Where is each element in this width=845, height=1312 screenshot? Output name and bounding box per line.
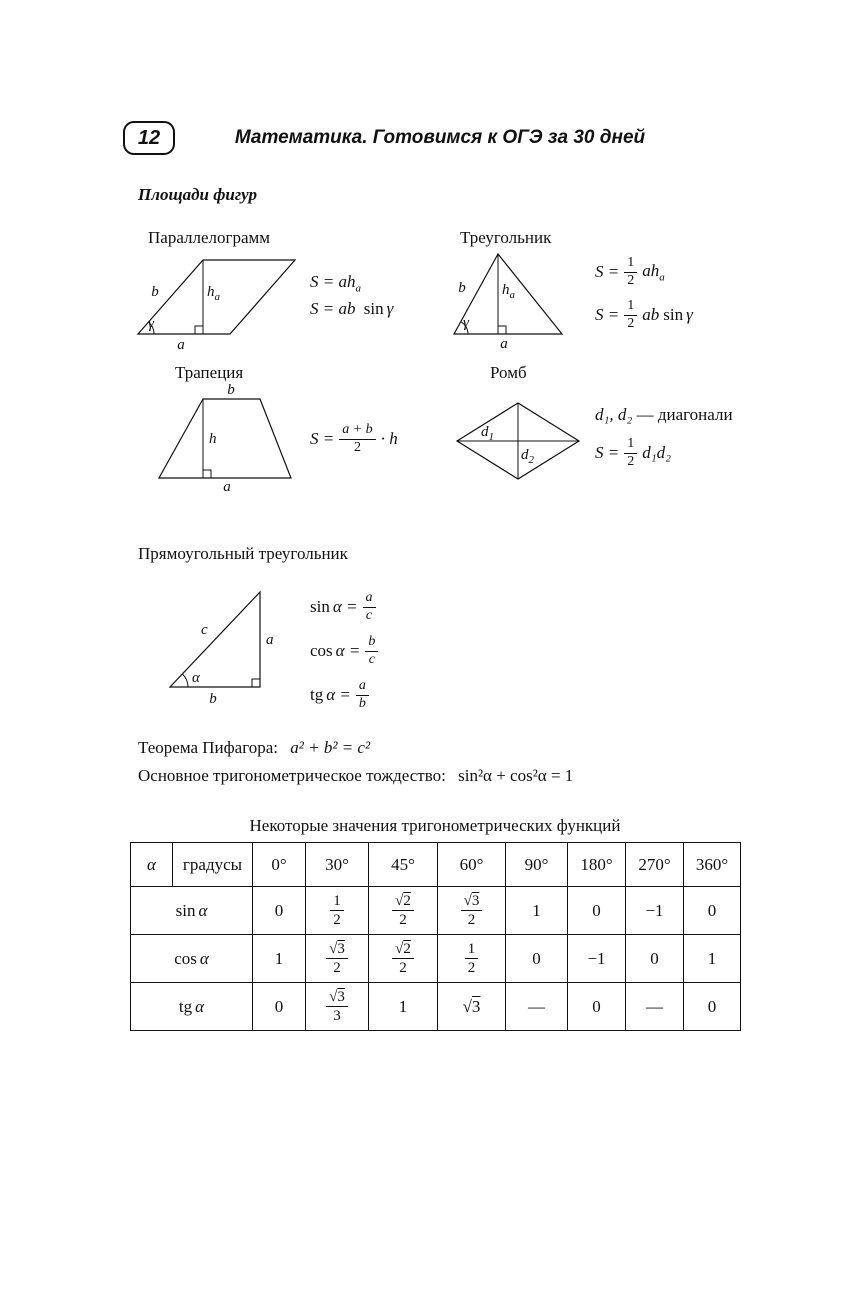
label-leg-a: a <box>266 632 274 648</box>
page-header-title: Математика. Готовимся к ОГЭ за 30 дней <box>234 127 646 148</box>
fraction: $\frac{√3}{2}$ <box>326 940 348 977</box>
label-base-a: a <box>177 337 185 351</box>
parallelogram-formula-2: S = ab sin γ <box>310 299 394 318</box>
value-cell: −1 <box>626 887 684 935</box>
value-cell: 0 <box>684 887 741 935</box>
label-side-b: b <box>151 284 159 300</box>
fraction: $\frac{b}{c}$ <box>365 634 378 669</box>
value-cell: 0 <box>568 983 626 1031</box>
identity-label: Основное тригонометрическое тождество: <box>138 766 446 785</box>
table-header-row <box>131 843 741 887</box>
label-leg-b: b <box>209 691 217 707</box>
fraction: $\frac{a}{b}$ <box>356 678 369 713</box>
trapezoid-shape <box>159 399 291 478</box>
angle-arc <box>182 674 188 687</box>
page-number: 12 <box>137 126 161 149</box>
cos-formula: cos α = $\frac{b}{c}$ <box>310 634 378 669</box>
value-cell: 0 <box>684 983 741 1031</box>
fraction: $\frac{a}{c}$ <box>363 590 376 625</box>
header-cell: градусы <box>173 843 253 887</box>
value-cell: — <box>506 983 568 1031</box>
value-cell: 1 <box>506 887 568 935</box>
label-angle-alpha: α <box>192 670 200 686</box>
right-angle-mark <box>498 326 506 334</box>
header-cell: 90° <box>506 843 568 887</box>
trig-table-wrap <box>130 842 741 1031</box>
trapezoid-formula: S = $\frac{a + b}{2}$ · h <box>310 422 398 455</box>
sin-formula: sin α = $\frac{a}{c}$ <box>310 590 376 625</box>
value-cell: 0 <box>568 887 626 935</box>
header-cell: 0° <box>253 843 306 887</box>
value-cell: 0 <box>253 983 306 1031</box>
label-height-ha: $h_a$ <box>502 282 515 301</box>
pythagoras-label: Теорема Пифагора: <box>138 738 279 757</box>
trig-table <box>130 842 741 1031</box>
right-triangle-shape <box>170 592 260 687</box>
pythagoras-line <box>138 738 370 758</box>
value-cell <box>438 887 506 935</box>
value-cell: √3 <box>438 983 506 1031</box>
tg-formula: tg α = $\frac{a}{b}$ <box>310 678 369 713</box>
value-cell <box>369 935 438 983</box>
trapezoid-title: Трапеция <box>175 363 244 382</box>
header-cell: 60° <box>438 843 506 887</box>
value-cell <box>438 935 506 983</box>
label-height-ha: $h_a$ <box>207 284 220 303</box>
right-angle-mark <box>252 679 260 687</box>
value-cell: −1 <box>568 935 626 983</box>
value-cell: — <box>626 983 684 1031</box>
label-diagonal-2: $d_2$ <box>521 447 534 466</box>
value-cell: 0 <box>506 935 568 983</box>
triangle-title: Треугольник <box>460 228 552 247</box>
triangle-formula-1: S = $\frac{1}{2}$ $ah_a$ <box>595 255 665 288</box>
label-angle-gamma: γ <box>463 315 469 331</box>
fraction: $\frac{a + b}{2}$ <box>339 422 375 457</box>
label-angle-gamma: γ <box>148 316 154 332</box>
rhombus-title: Ромб <box>490 363 527 382</box>
header-cell: α <box>131 843 173 887</box>
fraction: $\frac{√2}{2}$ <box>392 892 414 929</box>
fraction: $\frac{1}{2}$ <box>624 255 637 290</box>
value-cell: 1 <box>684 935 741 983</box>
pythagoras-formula: a² + b² = c² <box>290 738 371 757</box>
rhombus-figure <box>453 396 583 486</box>
parallelogram-formula-1: $S = ah_a$ <box>310 272 361 295</box>
label-diagonal-1: $d_1$ <box>481 424 494 443</box>
header-cell: 30° <box>306 843 369 887</box>
page-number-badge <box>123 121 175 155</box>
fraction: $\frac{√2}{2}$ <box>392 940 414 977</box>
value-cell: 0 <box>253 887 306 935</box>
trapezoid-figure <box>155 383 305 493</box>
value-cell <box>306 935 369 983</box>
table-row <box>131 887 741 935</box>
value-cell <box>306 887 369 935</box>
fraction: $\frac{1}{2}$ <box>330 892 344 929</box>
triangle-formula-2: S = $\frac{1}{2}$ ab sin γ <box>595 298 693 331</box>
parallelogram-figure <box>133 246 303 351</box>
row-label-cell: cos α <box>131 935 253 983</box>
row-label-cell: sin α <box>131 887 253 935</box>
rhombus-formula: S = $\frac{1}{2}$ d₁d₂ <box>595 436 672 469</box>
right-triangle-heading: Прямоугольный треугольник <box>138 544 348 563</box>
row-label-cell: tg α <box>131 983 253 1031</box>
value-cell <box>369 887 438 935</box>
label-side-b: b <box>458 280 466 296</box>
fraction: $\frac{1}{2}$ <box>465 940 479 977</box>
table-row <box>131 983 741 1031</box>
right-angle-mark <box>195 326 203 334</box>
header-cell: 45° <box>369 843 438 887</box>
header-cell: 270° <box>626 843 684 887</box>
label-top-b: b <box>227 383 235 398</box>
fraction: $\frac{√3}{3}$ <box>326 988 348 1025</box>
table-body <box>131 887 741 1031</box>
right-angle-mark <box>203 470 211 478</box>
rhombus-note: d₁, d₂ — диагонали <box>595 405 733 424</box>
table-title: Некоторые значения тригонометрических функций <box>249 816 621 835</box>
fraction: $\frac{1}{2}$ <box>624 436 637 471</box>
value-cell: 1 <box>369 983 438 1031</box>
identity-formula: sin²α + cos²α = 1 <box>458 766 574 785</box>
parallelogram-title: Параллелограмм <box>148 228 271 247</box>
value-cell: 0 <box>626 935 684 983</box>
label-height-h: h <box>209 431 217 447</box>
table-row <box>131 935 741 983</box>
right-triangle-figure <box>165 582 285 707</box>
fraction: $\frac{√3}{2}$ <box>461 892 483 929</box>
fraction: $\frac{1}{2}$ <box>624 298 637 333</box>
header-cell: 180° <box>568 843 626 887</box>
label-base-a: a <box>500 336 508 351</box>
value-cell <box>306 983 369 1031</box>
triangle-figure <box>450 246 570 351</box>
label-base-a: a <box>223 479 231 493</box>
identity-line <box>138 766 573 786</box>
header-cell: 360° <box>684 843 741 887</box>
value-cell: 1 <box>253 935 306 983</box>
label-hypotenuse-c: c <box>201 622 208 638</box>
section-title: Площади фигур <box>138 185 257 204</box>
